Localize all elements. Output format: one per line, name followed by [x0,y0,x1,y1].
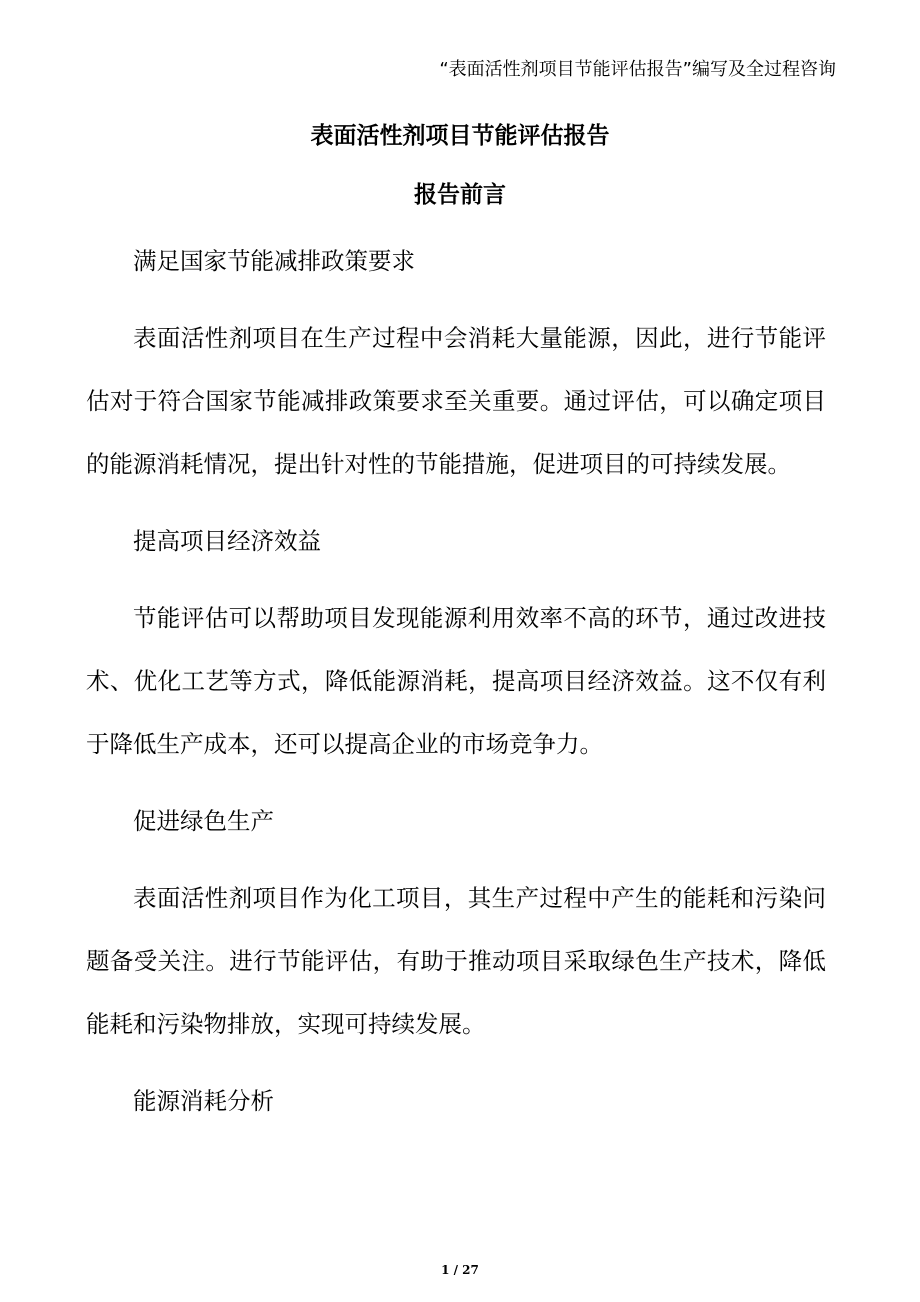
document-body [86,230,826,1147]
section-paragraph: 表面活性剂项目作为化工项目，其生产过程中产生的能耗和污染问题备受关注。进行节能评估，有助于推动项目采取绿色生产技术，降低能耗和污染物排放，实现可持续发展。 [86,884,826,1038]
section-heading: 能源消耗分析 [133,1087,274,1115]
section-title: 报告前言 [414,182,506,208]
running-header: “表面活性剂项目节能评估报告”编写及全过程咨询 [439,59,836,80]
section-heading: 满足国家节能减排政策要求 [133,247,415,275]
section-heading: 促进绿色生产 [133,807,274,835]
page-number: 1 / 27 [441,1263,479,1277]
document-title: 表面活性剂项目节能评估报告 [310,123,610,149]
section-heading: 提高项目经济效益 [133,527,321,555]
section-paragraph: 表面活性剂项目在生产过程中会消耗大量能源，因此，进行节能评估对于符合国家节能减排政策要求至关重要。通过评估，可以确定项目的能源消耗情况，提出针对性的节能措施，促进项目的可持续发展。 [86,324,826,478]
section-paragraph: 节能评估可以帮助项目发现能源利用效率不高的环节，通过改进技术、优化工艺等方式，降低能源消耗，提高项目经济效益。这不仅有利于降低生产成本，还可以提高企业的市场竞争力。 [86,604,826,758]
